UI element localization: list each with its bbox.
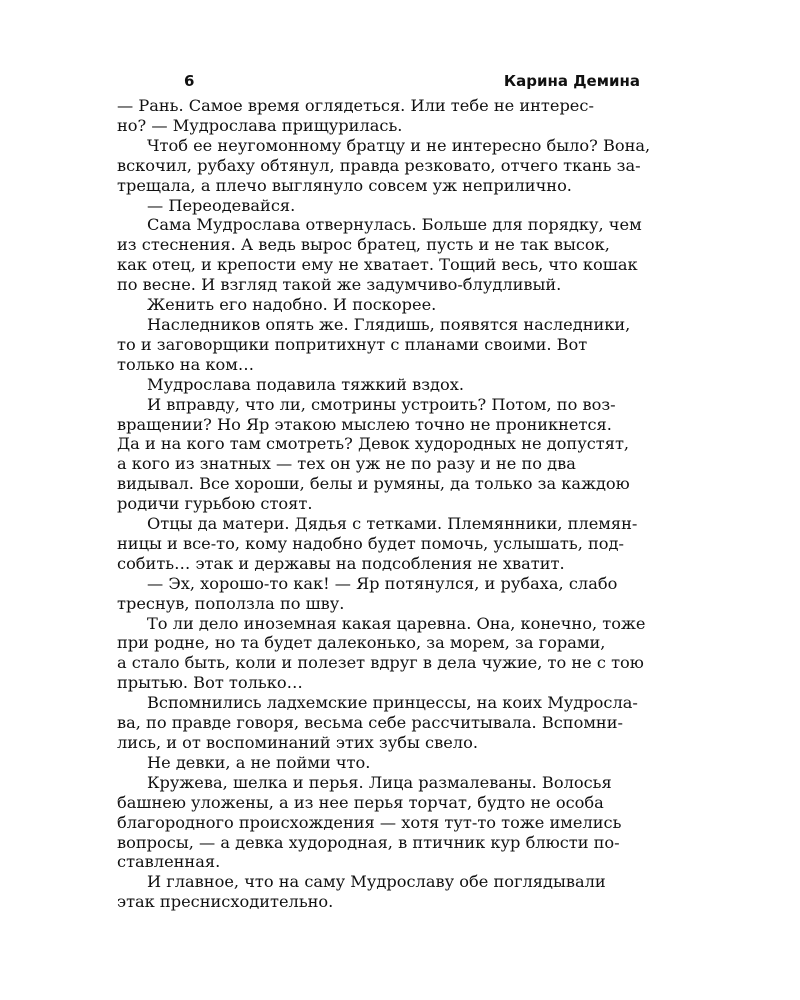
paragraph: — Рань. Самое время оглядеться. Или тебе не интерес- но? — Мудрослава прищурилась. bbox=[117, 96, 594, 135]
text-body bbox=[117, 96, 708, 912]
paragraph: Чтоб ее неугомонному братцу и не интересно было? Вона, вскочил, рубаху обтянул, правда резковато, отчего ткань за- трещала, а плечо выглянуло совсем уж неприлично. bbox=[117, 135, 651, 195]
book-page bbox=[117, 68, 708, 912]
running-header bbox=[117, 68, 708, 96]
book-author: Карина Демина bbox=[503, 72, 640, 90]
paragraph: Кружева, шелка и перья. Лица размалеваны. Волосья башнею уложены, а из нее перья торчат, будто не особа благородного происхождения — хотя тут-то тоже имелись вопросы, — а девка худородная, в птичник кур блюсти по- ставленная. bbox=[117, 772, 622, 872]
paragraph: Мудрослава подавила тяжкий вздох. bbox=[147, 374, 465, 394]
paragraph: Наследников опять же. Глядишь, появятся наследники, то и заговорщики попритихнут с планами своими. Вот только на ком… bbox=[117, 314, 631, 374]
paragraph: То ли дело иноземная какая царевна. Она, конечно, тоже при родне, но та будет далеконько, за морем, за горами, а стало быть, коли и полезет вдруг в дела чужие, то не с тою прытью. Вот только… bbox=[117, 613, 646, 693]
paragraph: — Переодевайся. bbox=[147, 195, 296, 215]
paragraph: — Эх, хорошо-то как! — Яр потянулся, и рубаха, слабо треснув, поползла по шву. bbox=[117, 573, 618, 613]
paragraph: Не девки, а не пойми что. bbox=[147, 752, 371, 772]
paragraph: Вспомнились ладхемские принцессы, на коих Мудросла- ва, по правде говоря, весьма себе рассчитывала. Вспомни- лись, и от воспоминаний этих зубы свело. bbox=[117, 693, 638, 752]
page-number: 6 bbox=[184, 72, 195, 90]
paragraph: Сама Мудрослава отвернулась. Больше для порядку, чем из стеснения. А ведь вырос братец, пусть и не так высок, как отец, и крепости ему не хватает. Тощий весь, что кошак по весне. И взгляд такой же задумчиво-блудливый. bbox=[117, 215, 642, 295]
paragraph: И вправду, что ли, смотрины устроить? Потом, по воз- вращении? Но Яр этакою мыслею точно не проникнется. Да и на кого там смотреть? Девок худородных не допустят, а кого из знатных — тех он уж не по разу и не по два видывал. Все хороши, белы и румяны, да только за каждою родичи гурьбою стоят. bbox=[117, 394, 630, 514]
paragraph: Отцы да матери. Дядья с тетками. Племянники, племян- ницы и все-то, кому надобно будет помочь, услышать, под- собить… этак и державы на подсобления не хватит. bbox=[117, 514, 638, 573]
paragraph: Женить его надобно. И поскорее. bbox=[147, 295, 437, 315]
paragraph: И главное, что на саму Мудрославу обе поглядывали этак преснисходительно. bbox=[117, 872, 606, 912]
